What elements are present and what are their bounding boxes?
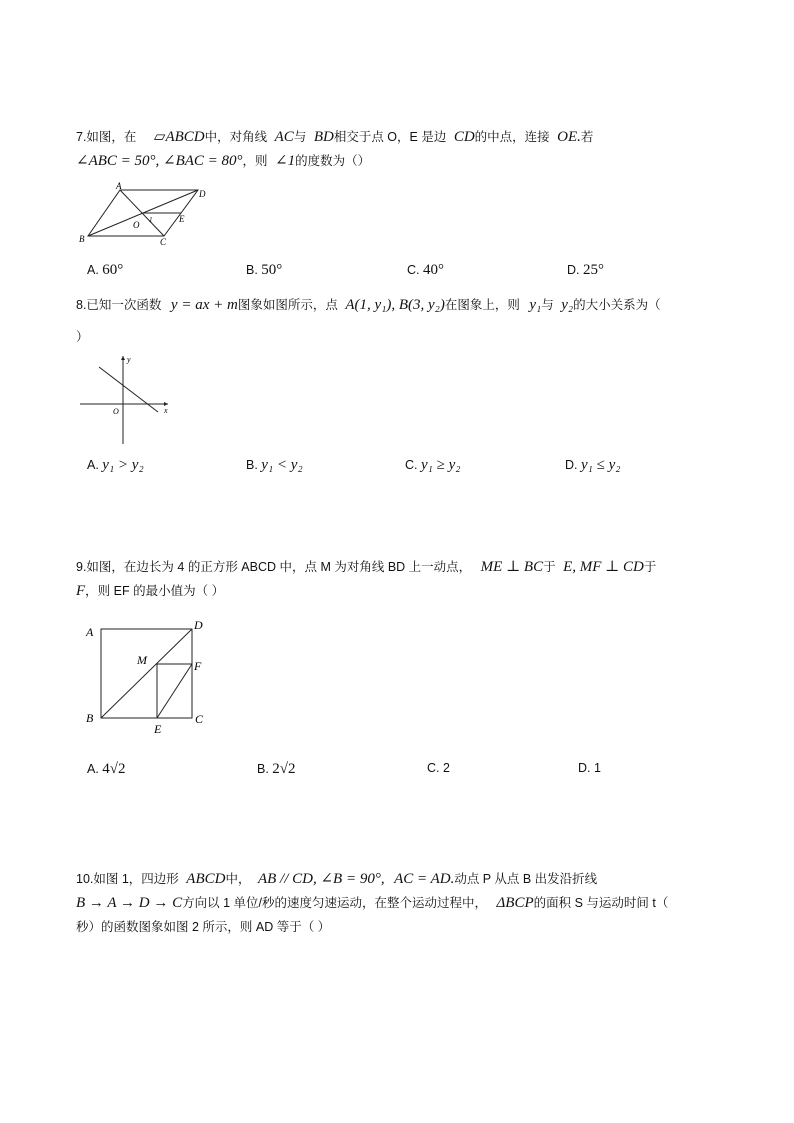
q8-option-a[interactable]: A. y₁ > y₂ — [87, 457, 144, 473]
q9-label-D: D — [194, 618, 203, 632]
q8-label-x: x — [164, 406, 168, 415]
q10-stem-line2: B → A → D → C方向以 1 单位/秒的速度匀速运动，在整个运动过程中， ΔBCP的面积 S 与运动时间 t（ — [76, 895, 669, 911]
q7-option-c[interactable]: C. 40° — [407, 262, 444, 278]
q7-stem-line1: 7.如图，在 ▱ABCD中，对角线 AC与 BD相交于点 O，E 是边 CD的中点，连接 OE.若 — [76, 129, 594, 145]
q9-option-a[interactable]: A. 4√2 — [87, 761, 126, 777]
parallelogram-symbol: ▱ — [153, 129, 166, 145]
q10-condition-2: AC = AD. — [394, 871, 455, 887]
q9-option-c[interactable]: C. 2 — [427, 761, 450, 775]
q9-label-A: A — [86, 625, 94, 639]
q10-condition-1: AB // CD, ∠B = 90°, — [257, 871, 385, 887]
q7-conditions: ∠ABC = 50°, ∠BAC = 80° — [76, 153, 243, 169]
q8-label-y: y — [127, 355, 131, 364]
q7-label-A: A — [116, 181, 122, 191]
q8-option-b[interactable]: B. y₁ < y₂ — [246, 457, 303, 473]
q8-option-d[interactable]: D. y₁ ≤ y₂ — [565, 457, 621, 473]
q7-option-a[interactable]: A. 60° — [87, 262, 124, 278]
q7-label-O: O — [133, 220, 140, 230]
q8-line-graph-figure — [76, 352, 176, 448]
q10-stem-line1: 10.如图 1，四边形 ABCD中， AB // CD, ∠B = 90°, AC = AD.动点 P 从点 B 出发沿折线 — [76, 871, 598, 887]
q9-label-E: E — [154, 722, 162, 736]
q9-option-d[interactable]: D. 1 — [578, 761, 601, 775]
q7-label-C: C — [160, 237, 167, 247]
q9-label-F: F — [194, 659, 202, 673]
q8-points: A(1, y₁), B(3, y₂) — [345, 297, 445, 313]
q10-stem-line3: 秒）的函数图象如图 2 所示，则 AD 等于（ ） — [76, 920, 331, 934]
q9-square-figure — [80, 612, 210, 740]
q7-option-d[interactable]: D. 25° — [567, 262, 604, 278]
q10-path: B → A → D → C — [76, 895, 183, 911]
q7-option-b[interactable]: B. 50° — [246, 262, 283, 278]
q9-stem-line1: 9.如图，在边长为 4 的正方形 ABCD 中，点 M 为对角线 BD 上一动点， ME ⊥ BC于 E, MF ⊥ CD于 — [76, 559, 657, 575]
q9-stem-line2: F，则 EF 的最小值为（ ） — [76, 583, 225, 599]
q7-label-D: D — [199, 189, 206, 199]
q7-label-B: B — [79, 234, 85, 244]
q9-label-C: C — [195, 712, 204, 726]
q9-perp2: E, MF ⊥ CD — [563, 559, 644, 575]
q7-label-angle1: 1 — [149, 216, 153, 224]
q9-option-b[interactable]: B. 2√2 — [257, 761, 296, 777]
q8-option-c[interactable]: C. y₁ ≥ y₂ — [405, 457, 461, 473]
q8-function: y = ax + m — [170, 297, 238, 313]
q7-label-E: E — [179, 214, 185, 224]
q7-parallelogram-figure — [76, 180, 206, 248]
q7-stem-line2: ∠ABC = 50°, ∠BAC = 80°，则 ∠1的度数为（） — [76, 153, 371, 169]
q9-perp1: ME ⊥ BC — [480, 559, 544, 575]
q8-stem-line2: ） — [76, 330, 89, 344]
q9-label-B: B — [86, 711, 94, 725]
q8-stem-line1: 8.已知一次函数 y = ax + m图象如图所示，点 A(1, y₁), B(3, y₂)在图象上，则 y₁与 y₂的大小关系为（ — [76, 297, 661, 313]
q9-label-M: M — [137, 653, 147, 667]
q8-label-O: O — [113, 407, 119, 416]
